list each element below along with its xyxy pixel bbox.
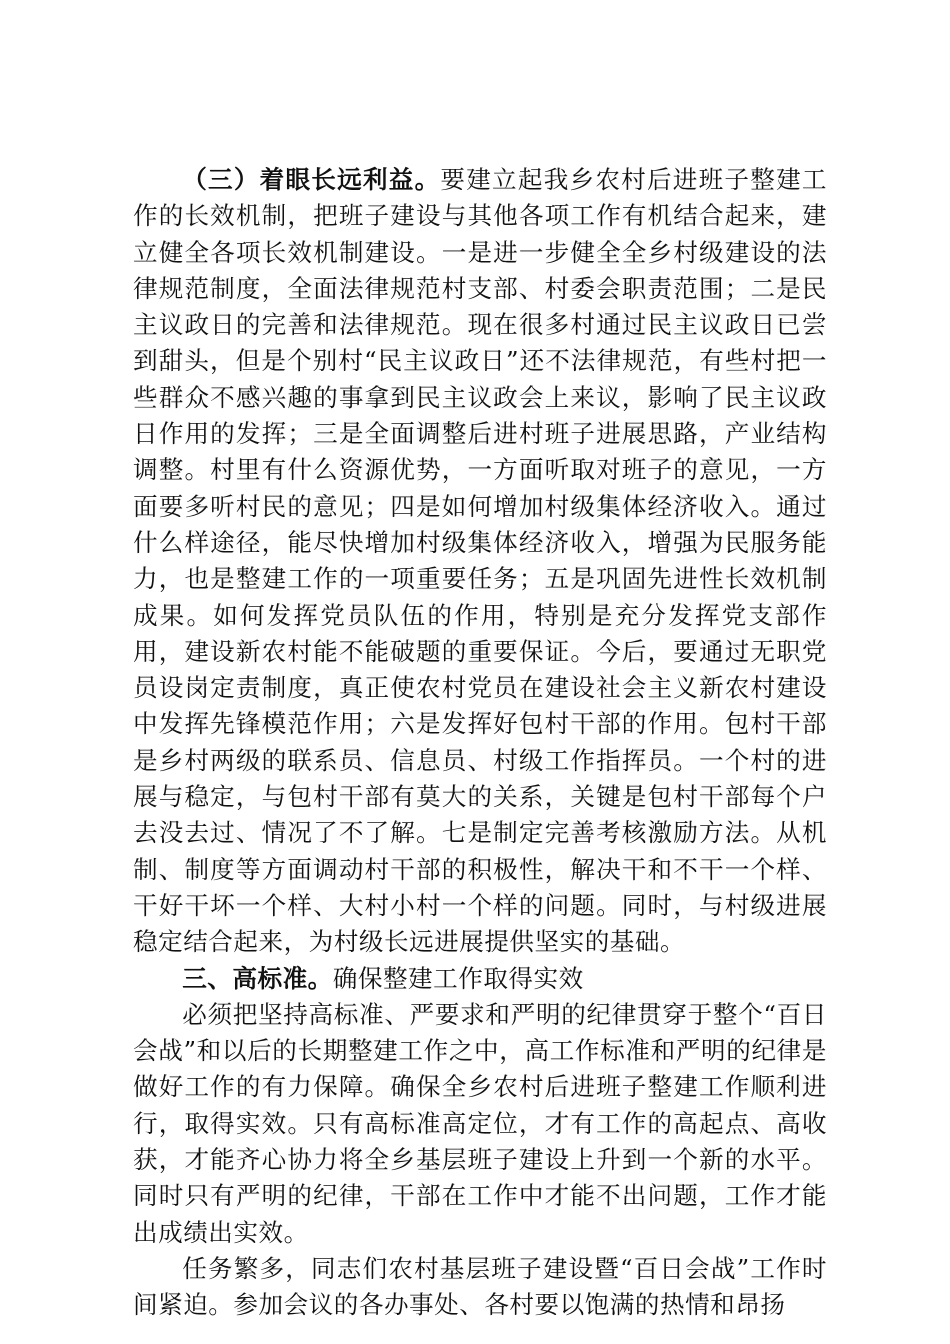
paragraph-text: 必须把坚持高标准、严要求和严明的纪律贯穿于整个“百日会战”和以后的长期整建工作之中，高工作标准和严明的纪律是做好工作的有力保障。确保全乡农村后进班子整建工作顺利进行，取得实效。只有高标准高定位，才有工作的高起点、高收获，才能齐心协力将全乡基层班子建设上升到一个新的水平。同时只有严明的纪律，干部在工作中才能不出问题，工作才能出成绩出实效。 [133, 999, 827, 1247]
paragraph-long-term-interests [133, 162, 827, 961]
paragraph-text: 任务繁多，同志们农村基层班子建设暨“百日会战”工作时间紧迫。参加会议的各办事处、各村要以饱满的热情和昂扬 [133, 1253, 827, 1320]
paragraph-strict-discipline [133, 997, 827, 1251]
document-body [133, 162, 827, 1324]
paragraph-heading: （三）着眼长远利益。 [182, 165, 441, 194]
section-heading-text: 确保整建工作取得实效 [332, 963, 584, 993]
section-heading-high-standard [133, 961, 827, 997]
paragraph-urgent-tasks [133, 1251, 827, 1324]
section-heading-lead: 三、高标准。 [182, 963, 333, 993]
paragraph-text: 要建立起我乡农村后进班子整建工作的长效机制，把班子建设与其他各项工作有机结合起来，建立健全各项长效机制建设。一是进一步健全全乡村级建设的法律规范制度，全面法律规范村支部、村委会职责范围；二是民主议政日的完善和法律规范。现在很多村通过民主议政日已尝到甜头，但是个别村“民主议政日”还不法律规范，有些村把一些群众不感兴趣的事拿到民主议政会上来议，影响了民主议政日作用的发挥；三是全面调整后进村班子进展思路，产业结构调整。村里有什么资源优势，一方面听取对班子的意见，一方面要多听村民的意见；四是如何增加村级集体经济收入。通过什么样途径，能尽快增加村级集体经济收入，增强为民服务能力，也是整建工作的一项重要任务；五是巩固先进性长效机制成果。如何发挥党员队伍的作用，特别是充分发挥党支部作用，建设新农村能不能破题的重要保证。今后，要通过无职党员设岗定责制度，真正使农村党员在建设社会主义新农村建设中发挥先锋模范作用；六是发挥好包村干部的作用。包村干部是乡村两级的联系员、信息员、村级工作指挥员。一个村的进展与稳定，与包村干部有莫大的关系，关键是包村干部每个户去没去过、情况了不了解。七是制定完善考核激励方法。从机制、制度等方面调动村干部的积极性，解决干和不干一个样、干好干坏一个样、大村小村一个样的问题。同时，与村级进展稳定结合起来，为村级长远进展提供坚实的基础。 [133, 165, 827, 957]
